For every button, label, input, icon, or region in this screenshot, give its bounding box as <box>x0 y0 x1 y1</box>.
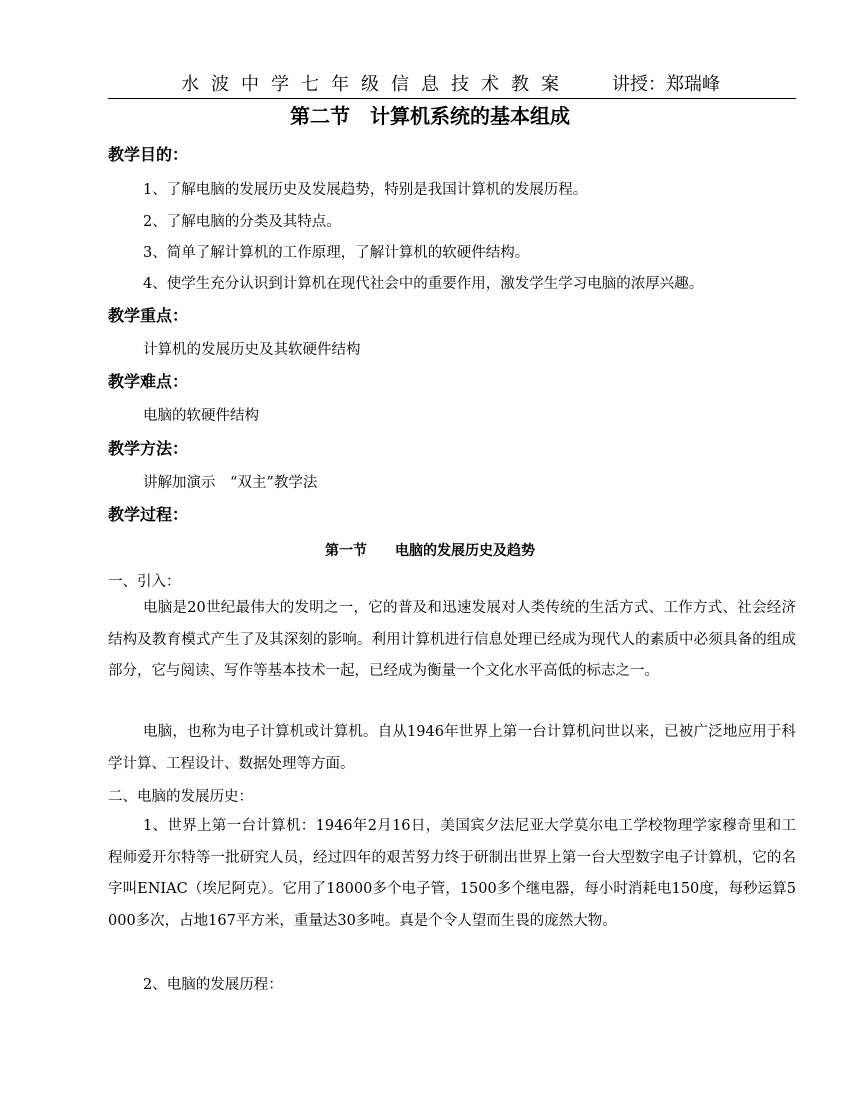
key-points-heading: 教学重点： <box>108 306 189 325</box>
objective-item: 2、了解电脑的分类及其特点。 <box>143 214 341 230</box>
intro-paragraph: 电脑是20世纪最伟大的发明之一，它的普及和迅速发展对人类传统的生活方式、工作方式、社会经济结构及教育模式产生了及其深刻的影响。利用计算机进行信息处理已经成为现代人的素质中必须具备的组成部分，它与阅读、写作等基本技术一起，已经成为衡量一个文化水平高低的标志之一。 <box>108 600 796 679</box>
objective-item: 3、简单了解计算机的工作原理，了解计算机的软硬件结构。 <box>143 245 530 261</box>
objectives-heading: 教学目的： <box>108 145 189 164</box>
difficulties-heading: 教学难点： <box>108 372 189 391</box>
difficulties-text: 电脑的软硬件结构 <box>143 408 259 424</box>
header-teacher: 讲授：郑瑞峰 <box>612 74 720 95</box>
objective-item: 1、了解电脑的发展历史及发展趋势，特别是我国计算机的发展历程。 <box>143 182 588 198</box>
history-label: 二、电脑的发展历史： <box>108 789 253 805</box>
intro-paragraph: 电脑，也称为电子计算机或计算机。自从1946年世界上第一台计算机问世以来，已被广泛地应用于科学计算、工程设计、数据处理等方面。 <box>108 724 796 772</box>
header-school-title: 水波中学七年级信息技术教案 <box>181 74 571 95</box>
page-title: 第二节 计算机系统的基本组成 <box>290 104 570 128</box>
intro-label: 一、引入： <box>108 574 181 590</box>
history-item: 2、电脑的发展历程： <box>143 977 283 993</box>
section-subtitle: 第一节 电脑的发展历史及趋势 <box>325 543 535 559</box>
objective-item: 4、使学生充分认识到计算机在现代社会中的重要作用，激发学生学习电脑的浓厚兴趣。 <box>143 276 704 292</box>
page-header <box>108 66 796 99</box>
key-points-text: 计算机的发展历史及其软硬件结构 <box>143 342 361 358</box>
methods-heading: 教学方法： <box>108 439 189 458</box>
process-heading: 教学过程： <box>108 505 189 524</box>
history-paragraph: 1、世界上第一台计算机：1946年2月16日，美国宾夕法尼亚大学莫尔电工学校物理学家穆奇里和工程师爱开尔特等一批研究人员，经过四年的艰苦努力终于研制出世界上第一台大型数字电子计算机，它的名字叫ENIAC（埃尼阿克）。它用了18000多个电子管，1500多个继电器，每小时消耗电150度，每秒运算5000多次，占地167平方米，重量达30多吨。真是个令人望而生畏的庞然大物。 <box>108 818 796 929</box>
methods-text: 讲解加演示 “双主”教学法 <box>143 475 318 491</box>
